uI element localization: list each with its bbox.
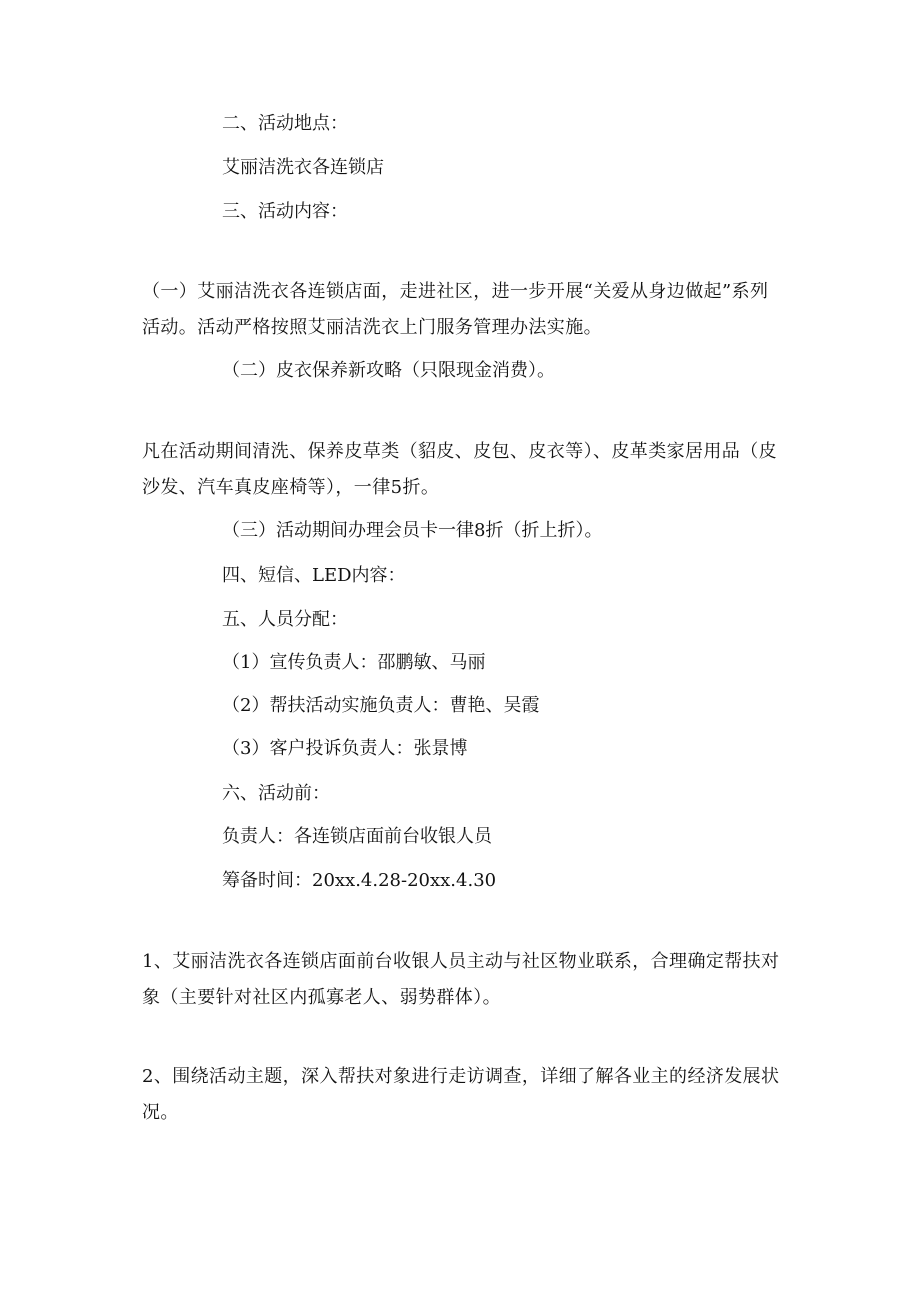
section-five-heading: 五、人员分配：	[222, 609, 348, 630]
activity-item-two-description: 凡在活动期间清洗、保养皮草类（貂皮、皮包、皮衣等）、皮革类家居用品（皮沙发、汽车真皮座椅等），一律5折。	[142, 441, 777, 498]
section-two-heading: 二、活动地点：	[222, 113, 348, 134]
staff-complaints: （3）客户投诉负责人：张景博	[222, 738, 468, 759]
staff-publicity: （1）宣传负责人：邵鹏敏、马丽	[222, 652, 486, 673]
activity-item-one: （一）艾丽洁洗衣各连锁店面，走进社区，进一步开展“关爱从身边做起”系列活动。活动严格按照艾丽洁洗衣上门服务管理办法实施。	[142, 281, 769, 338]
staff-support-lead: （2）帮扶活动实施负责人：曹艳、吴霞	[222, 695, 540, 716]
prep-step-two: 2、围绕活动主题，深入帮扶对象进行走访调查，详细了解各业主的经济发展状况。	[142, 1066, 780, 1123]
section-six-heading: 六、活动前：	[222, 783, 330, 804]
prep-time-text: 筹备时间：20xx.4.28-20xx.4.30	[222, 870, 497, 891]
prep-step-one: 1、艾丽洁洗衣各连锁店面前台收银人员主动与社区物业联系，合理确定帮扶对象（主要针对社区内孤寡老人、弱势群体）。	[142, 951, 780, 1008]
location-text: 艾丽洁洗衣各连锁店	[222, 157, 384, 178]
owner-text: 负责人：各连锁店面前台收银人员	[222, 826, 492, 847]
section-four-heading: 四、短信、LED内容：	[222, 565, 406, 586]
activity-item-three: （三）活动期间办理会员卡一律8折（折上折）。	[222, 520, 603, 541]
activity-item-two: （二）皮衣保养新攻略（只限现金消费）。	[222, 360, 555, 381]
section-three-heading: 三、活动内容：	[222, 201, 348, 222]
